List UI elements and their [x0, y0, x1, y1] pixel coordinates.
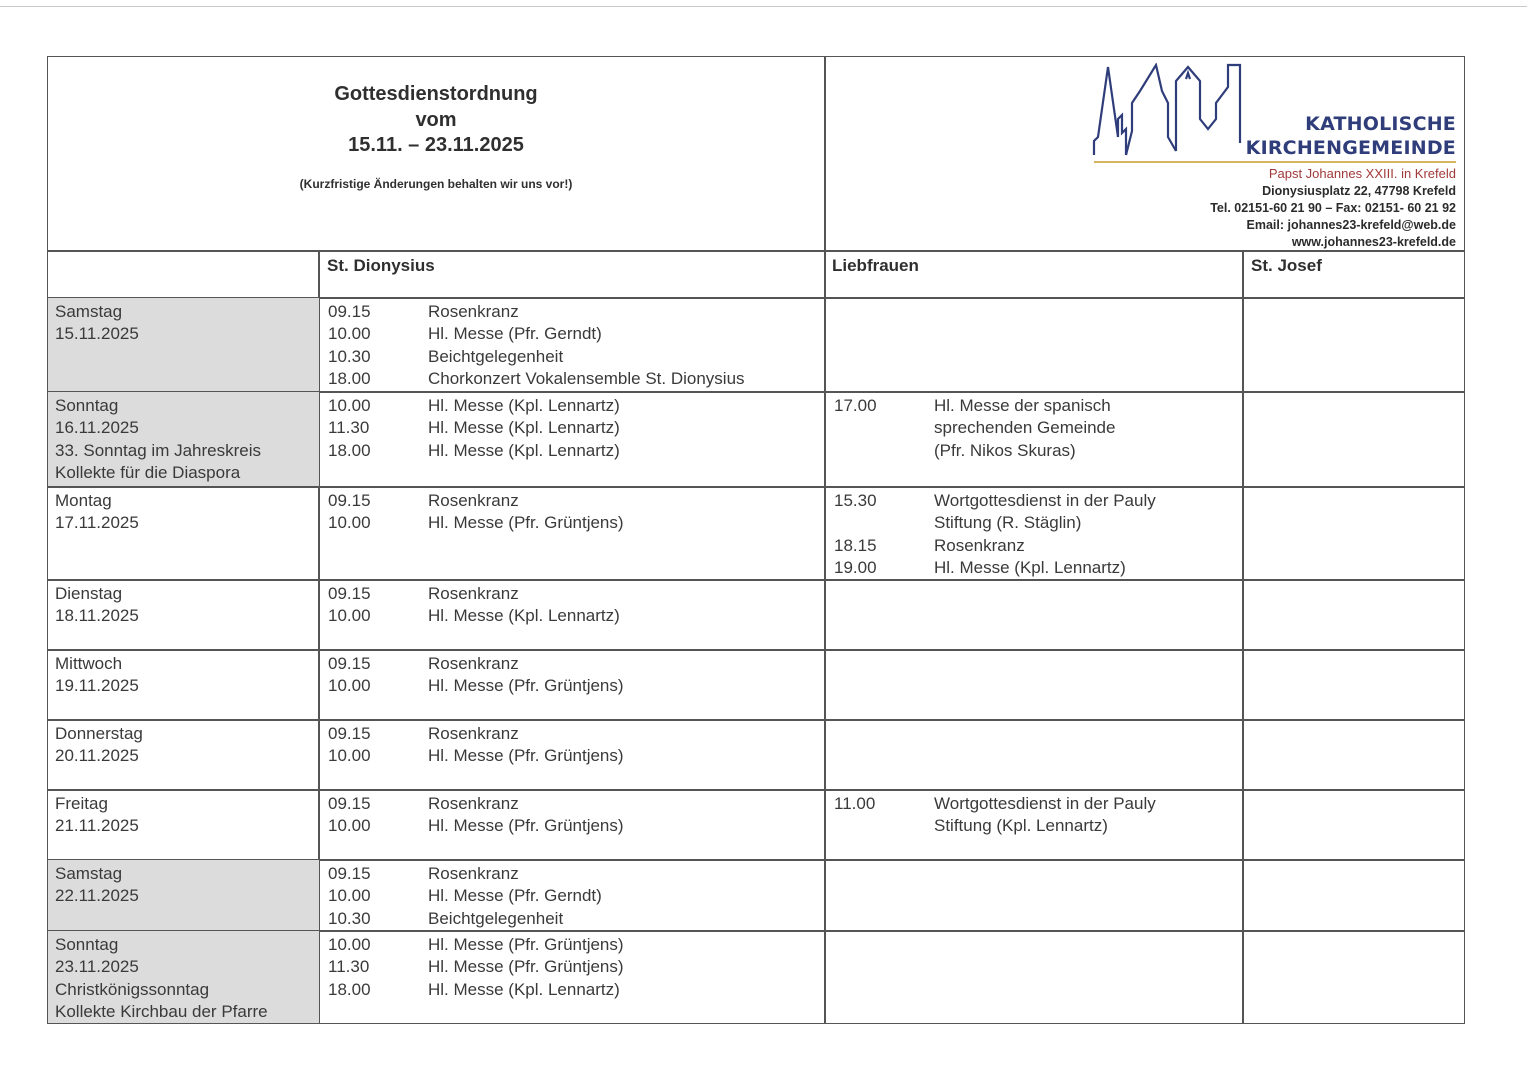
- day-cell-line: 22.11.2025: [55, 886, 139, 906]
- day-cell-line: 16.11.2025: [55, 418, 139, 438]
- day-cell-line: Dienstag: [55, 584, 123, 603]
- service-description: Hl. Messe (Pfr. Grüntjens): [428, 816, 624, 836]
- title-line-2: vom: [415, 108, 457, 131]
- service-time: 09.15: [328, 302, 371, 321]
- day-cell: [48, 487, 319, 579]
- day-cell-line: 17.11.2025: [55, 513, 139, 533]
- colhead-liebfrauen: Liebfrauen: [832, 256, 919, 275]
- day-cell-line: 23.11.2025: [55, 957, 139, 977]
- service-description: Rosenkranz: [428, 584, 519, 603]
- org-website[interactable]: www.johannes23-krefeld.de: [1291, 235, 1456, 249]
- service-description: Hl. Messe (Pfr. Gerndt): [428, 886, 602, 906]
- service-description: Hl. Messe (Pfr. Grüntjens): [428, 513, 624, 533]
- service-description: Rosenkranz: [428, 654, 519, 673]
- day-cell-line: Mittwoch: [55, 654, 123, 673]
- service-time: 09.15: [328, 584, 371, 603]
- org-name-line-2: KIRCHENGEMEINDE: [1245, 137, 1456, 159]
- day-cell-line: 33. Sonntag im Jahreskreis: [55, 440, 261, 460]
- colhead-st-dionysius: St. Dionysius: [327, 256, 435, 275]
- service-time: 11.00: [834, 794, 876, 813]
- service-time: 10.00: [328, 816, 371, 836]
- service-description: Hl. Messe (Pfr. Grüntjens): [428, 676, 624, 696]
- service-time: 10.00: [328, 324, 371, 344]
- service-time: 09.15: [328, 491, 371, 510]
- day-cell-line: Christkönigssonntag: [55, 979, 210, 999]
- service-description: Rosenkranz: [428, 794, 519, 813]
- page-title: [47, 82, 825, 159]
- day-cell-line: Montag: [55, 491, 112, 510]
- day-cell-line: Sonntag: [55, 396, 119, 415]
- service-time: 18.00: [328, 979, 371, 999]
- service-description: Hl. Messe der spanisch: [934, 396, 1111, 415]
- day-cell-line: 19.11.2025: [55, 676, 139, 696]
- day-cell: [48, 298, 319, 391]
- church-skyline-logo-icon: [1092, 63, 1252, 163]
- colhead-st-josef: St. Josef: [1251, 256, 1322, 275]
- logo-gold-rule: [1094, 161, 1456, 163]
- day-cell: [48, 392, 319, 486]
- day-cell: [48, 580, 319, 649]
- org-phone: Tel. 02151-60 21 90 – Fax: 02151- 60 21 92: [1210, 201, 1456, 215]
- org-address: Dionysiusplatz 22, 47798 Krefeld: [1262, 184, 1456, 198]
- service-description: Wortgottesdienst in der Pauly: [934, 491, 1156, 510]
- day-cell-line: Donnerstag: [55, 724, 143, 743]
- day-cell-line: Kollekte Kirchbau der Pfarre: [55, 1001, 268, 1021]
- org-email[interactable]: Email: johannes23-krefeld@web.de: [1246, 218, 1456, 232]
- service-description: Hl. Messe (Kpl. Lennartz): [428, 606, 620, 626]
- org-subtitle: Papst Johannes XXIII. in Krefeld: [1268, 166, 1456, 181]
- title-line-1: Gottesdienstordnung: [334, 83, 538, 105]
- service-time: 10.00: [328, 396, 371, 415]
- service-time: 10.00: [328, 886, 371, 906]
- service-time: 09.15: [328, 864, 371, 883]
- header-divider: [824, 56, 826, 251]
- service-time: 15.30: [834, 491, 877, 510]
- service-description: Rosenkranz: [934, 535, 1025, 555]
- service-time: 10.00: [328, 935, 371, 954]
- service-description: Rosenkranz: [428, 864, 519, 883]
- header-title-block: [47, 56, 825, 251]
- service-description: Hl. Messe (Kpl. Lennartz): [428, 979, 620, 999]
- service-time: 10.00: [328, 606, 371, 626]
- day-cell-line: Kollekte für die Diaspora: [55, 462, 241, 482]
- service-description: Stiftung (Kpl. Lennartz): [934, 816, 1108, 836]
- day-cell: [48, 720, 319, 789]
- day-cell-line: Freitag: [55, 794, 108, 813]
- col-divider-2: [824, 250, 826, 1024]
- service-time: 11.30: [328, 957, 370, 977]
- service-description: Hl. Messe (Kpl. Lennartz): [428, 396, 620, 415]
- day-cell: [48, 650, 319, 719]
- service-description: Hl. Messe (Kpl. Lennartz): [428, 418, 620, 438]
- service-time: 09.15: [328, 794, 371, 813]
- col-divider-3: [1242, 250, 1244, 1024]
- header-logo-block: [826, 56, 1465, 251]
- service-description: Hl. Messe (Pfr. Gerndt): [428, 324, 602, 344]
- title-line-3: 15.11. – 23.11.2025: [348, 134, 524, 156]
- service-description: Beichtgelegenheit: [428, 346, 564, 366]
- service-time: 18.15: [834, 535, 877, 555]
- day-cell-line: 20.11.2025: [55, 746, 139, 766]
- service-time: 18.00: [328, 368, 371, 388]
- service-time: 17.00: [834, 396, 877, 415]
- service-description: Hl. Messe (Pfr. Grüntjens): [428, 935, 624, 954]
- service-description: Chorkonzert Vokalensemble St. Dionysius: [428, 368, 745, 388]
- day-cell-line: Sonntag: [55, 935, 119, 954]
- service-description: Hl. Messe (Kpl. Lennartz): [934, 557, 1126, 577]
- service-time: 10.00: [328, 676, 371, 696]
- day-cell: [48, 860, 319, 930]
- service-description: Rosenkranz: [428, 724, 519, 743]
- service-time: 11.30: [328, 418, 370, 438]
- service-description: Hl. Messe (Kpl. Lennartz): [428, 440, 620, 460]
- service-time: 10.30: [328, 908, 371, 928]
- day-cell-line: Samstag: [55, 302, 123, 321]
- service-description: Stiftung (R. Stäglin): [934, 513, 1082, 533]
- service-description: Beichtgelegenheit: [428, 908, 564, 928]
- service-time: 18.00: [328, 440, 371, 460]
- service-time: 09.15: [328, 724, 371, 743]
- service-description: Rosenkranz: [428, 302, 519, 321]
- service-description: Rosenkranz: [428, 491, 519, 510]
- service-description: Wortgottesdienst in der Pauly: [934, 794, 1156, 813]
- day-cell-line: 18.11.2025: [55, 606, 139, 626]
- header-bottom-rule: [47, 250, 1465, 252]
- day-cell: [48, 790, 319, 859]
- service-time: 10.00: [328, 513, 371, 533]
- service-time: 19.00: [834, 557, 877, 577]
- day-cell-line: 21.11.2025: [55, 816, 139, 836]
- day-cell-line: Samstag: [55, 864, 123, 883]
- org-name-line-1: KATHOLISCHE: [1305, 113, 1456, 135]
- service-description: Hl. Messe (Pfr. Grüntjens): [428, 957, 624, 977]
- day-cell: [48, 931, 319, 1023]
- change-note: (Kurzfristige Änderungen behalten wir uns vor!): [299, 177, 573, 191]
- service-time: 10.00: [328, 746, 371, 766]
- day-cell-line: 15.11.2025: [55, 324, 139, 344]
- service-description: sprechenden Gemeinde: [934, 418, 1116, 438]
- service-description: Hl. Messe (Pfr. Grüntjens): [428, 746, 624, 766]
- service-time: 09.15: [328, 654, 371, 673]
- service-time: 10.30: [328, 346, 371, 366]
- scan-edge-line: [0, 6, 1527, 7]
- service-description: (Pfr. Nikos Skuras): [934, 440, 1076, 460]
